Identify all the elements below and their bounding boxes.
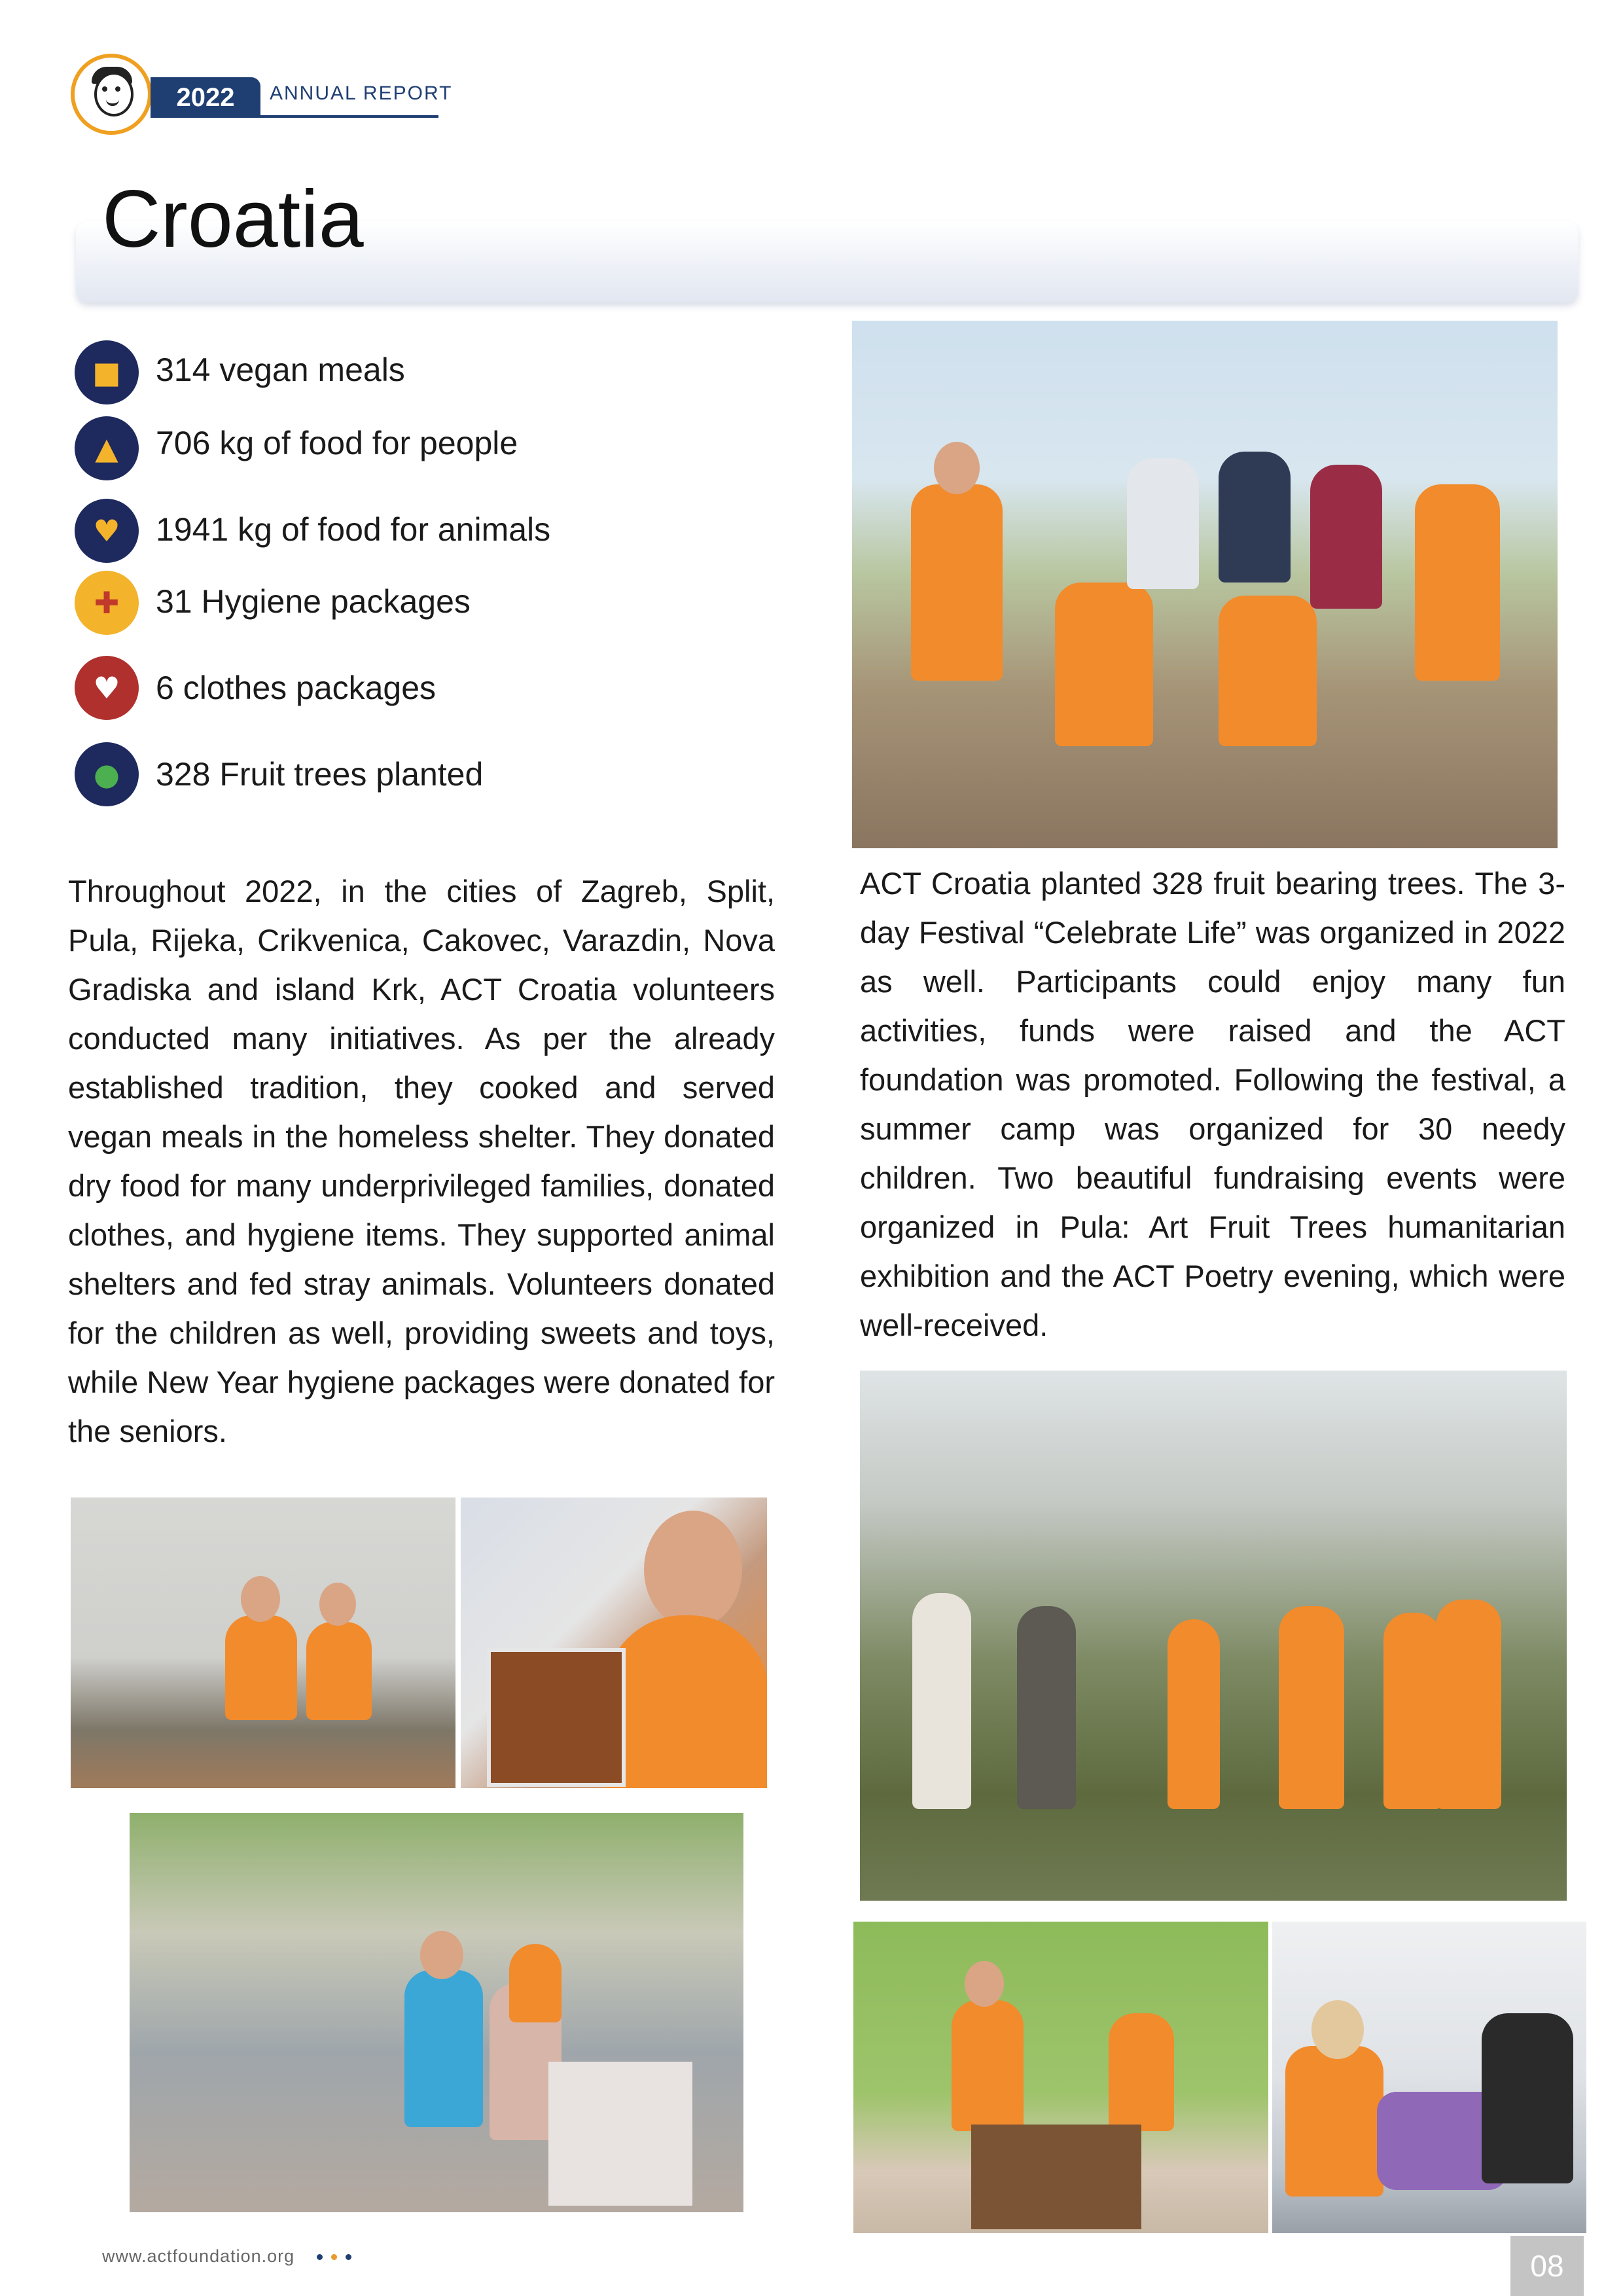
footer-dot bbox=[331, 2254, 337, 2260]
tree-planting-icon: ● bbox=[75, 742, 139, 806]
footer-dot bbox=[346, 2254, 351, 2260]
photo-donation-room bbox=[853, 1922, 1268, 2233]
photo-food-donation bbox=[71, 1498, 455, 1788]
footer-dot bbox=[317, 2254, 323, 2260]
page-title: Croatia bbox=[102, 174, 364, 264]
stat-hygiene-packages: 31 Hygiene packages bbox=[156, 583, 471, 620]
stat-clothes-packages: 6 clothes packages bbox=[156, 670, 437, 706]
meal-pot-icon: ■ bbox=[75, 340, 139, 404]
hygiene-package-icon: ✚ bbox=[75, 571, 139, 635]
page-number: 08 bbox=[1510, 2236, 1584, 2296]
photo-hygiene-packages bbox=[1272, 1922, 1586, 2233]
stat-food-animals: 1941 kg of food for animals bbox=[156, 511, 551, 548]
photo-festival-celebrate-life bbox=[130, 1813, 743, 2212]
photo-volunteer-selfie bbox=[461, 1498, 767, 1788]
footer-website: www.actfoundation.org bbox=[102, 2246, 295, 2266]
clothes-package-icon: ♥ bbox=[75, 656, 139, 720]
photo-group-volunteers-seaside bbox=[852, 321, 1558, 848]
food-basket-icon: ▲ bbox=[75, 416, 139, 480]
act-foundation-logo bbox=[71, 54, 152, 135]
photo-tree-planting-group bbox=[860, 1371, 1567, 1901]
stat-food-people: 706 kg of food for people bbox=[156, 425, 518, 461]
paragraph-left: Throughout 2022, in the cities of Zagreb, Split, Pula, Rijeka, Crikvenica, Cakovec, Varazdin, Nova Gradiska and island Krk, ACT Croatia volunteers conducted many initiatives. As per the already established tradition, they cooked and served vegan meals in the homeless shelter. They donated dry food for many underprivileged families, donated clothes, and hygiene items. They supported animal shelters and fed stray animals. Volunteers donated for the children as well, providing sweets and toys, while New Year hygiene packages were donated for the seniors. bbox=[68, 874, 775, 1448]
report-year: 2022 bbox=[151, 77, 260, 118]
stat-vegan-meals: 314 vegan meals bbox=[156, 351, 405, 388]
paragraph-right: ACT Croatia planted 328 fruit bearing trees. The 3-day Festival “Celebrate Life” was organized in 2022 as well. Participants could enjoy many fun activities, funds were raised and the ACT foundation was promoted. Following the festival, a summer camp was organized for 30 needy children. Two beautiful fundraising events were organized in Pula: Art Fruit Trees humanitarian exhibition and the ACT Poetry evening, which were well-received. bbox=[860, 866, 1565, 1342]
header-rule bbox=[151, 115, 438, 118]
report-label: ANNUAL REPORT bbox=[270, 82, 453, 104]
animal-food-hand-icon: ♥ bbox=[75, 499, 139, 563]
stat-fruit-trees: 328 Fruit trees planted bbox=[156, 756, 484, 793]
